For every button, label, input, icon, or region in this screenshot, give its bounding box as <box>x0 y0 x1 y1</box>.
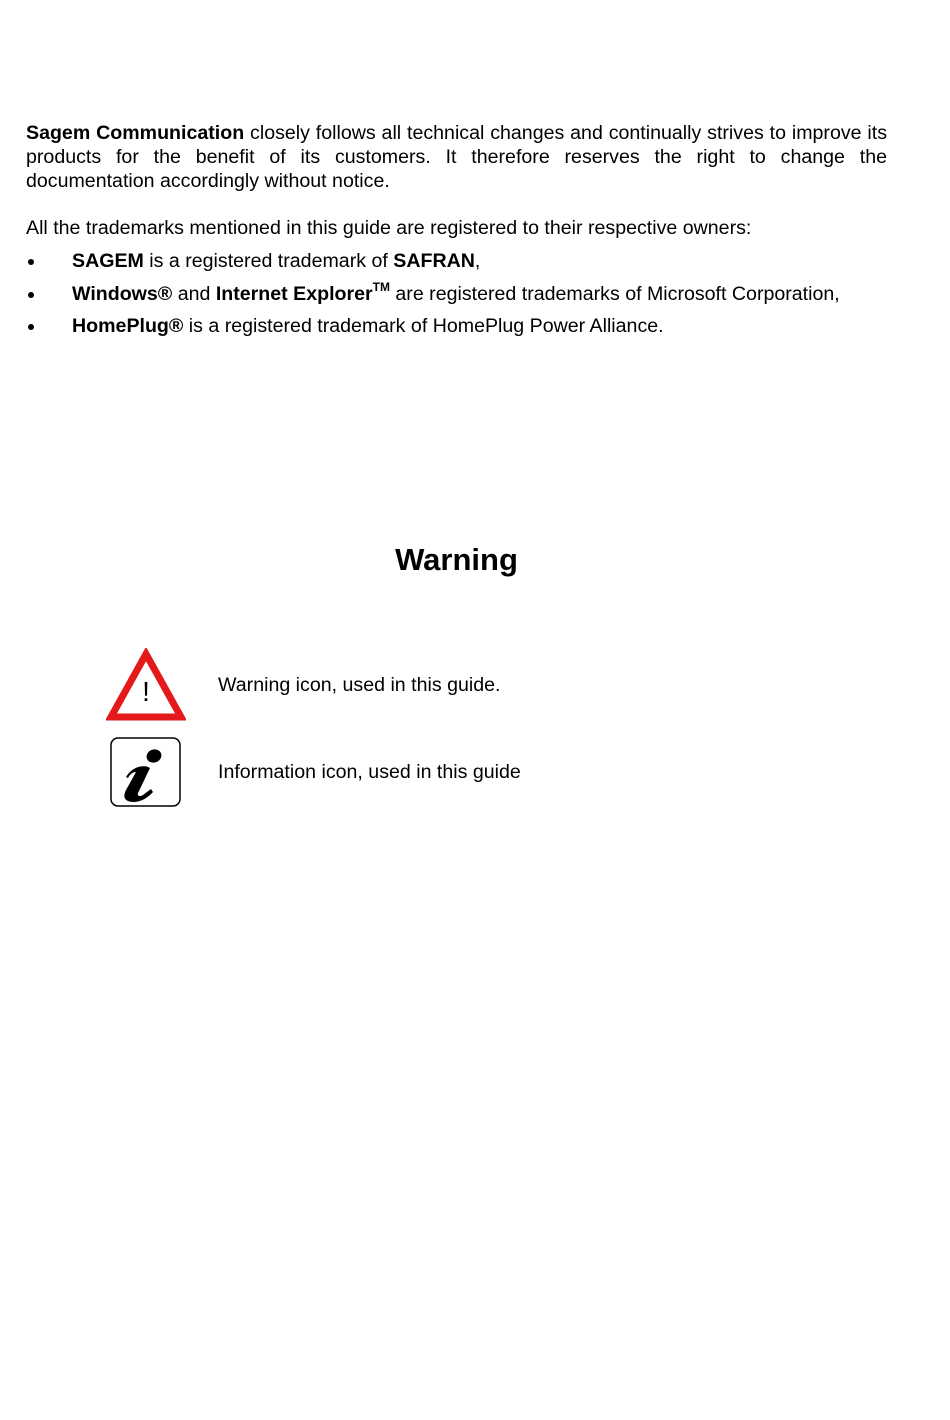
trademark-text: is a registered trademark of HomePlug Power Alliance. <box>183 315 664 337</box>
trademark-brand: SAGEM <box>72 250 144 272</box>
trademarks-lead: All the trademarks mentioned in this guide are registered to their respective owners: <box>26 217 752 239</box>
trademark-item-microsoft <box>26 279 887 306</box>
legal-notice <box>26 121 887 347</box>
trademark-item-homeplug <box>26 314 887 338</box>
trademark-brand: HomePlug® <box>72 315 184 337</box>
warning-exclamation: ! <box>142 676 150 707</box>
trademark-and: and <box>172 282 216 305</box>
trademark-text: is a registered trademark of <box>143 250 394 272</box>
trademark-tail: , <box>474 250 481 272</box>
trademark-tm-mark: TM <box>372 279 390 294</box>
trademarks-list <box>26 249 887 338</box>
trademark-brand-windows: Windows® <box>72 282 173 305</box>
company-name: Sagem Communication <box>26 122 245 144</box>
warning-heading: Warning <box>395 542 518 577</box>
information-icon <box>106 737 182 809</box>
warning-triangle-icon <box>106 648 186 722</box>
trademark-brand-ie: Internet Explorer <box>215 282 373 305</box>
trademark-owner: SAFRAN <box>393 250 475 272</box>
information-icon-description: Information icon, used in this guide <box>218 761 521 783</box>
trademark-item-sagem <box>26 249 887 273</box>
intro-text: closely follows all technical changes and continually strives to improve its products for the benefit of its customers. It therefore reserves the right to change the documentation accordingly without notice. <box>26 122 887 192</box>
intro-paragraph <box>26 121 887 193</box>
warning-icon-description: Warning icon, used in this guide. <box>218 674 501 696</box>
trademark-text: are registered trademarks of Microsoft Corporation, <box>389 282 840 305</box>
